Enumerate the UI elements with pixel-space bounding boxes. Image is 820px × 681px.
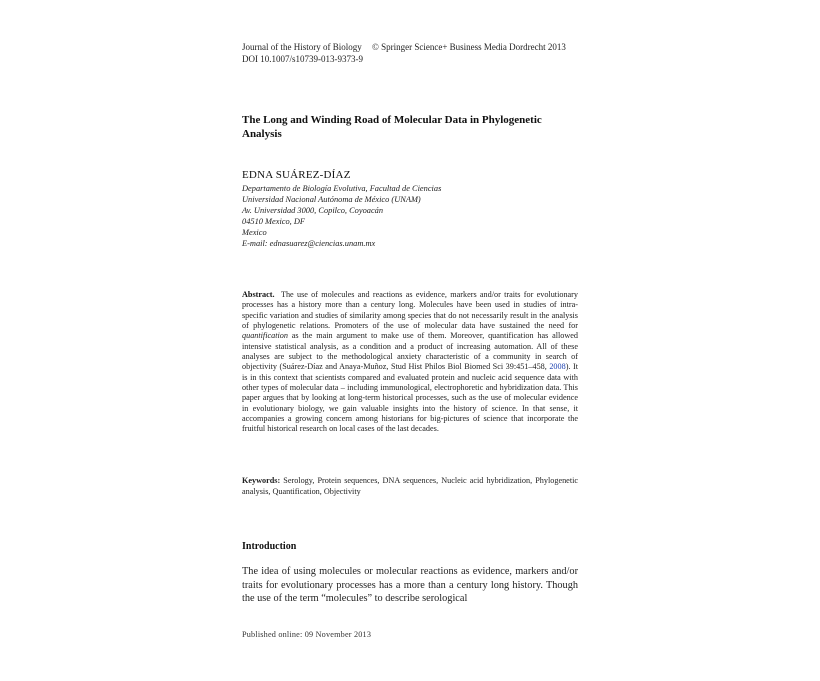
affiliation-line: Mexico [242, 228, 267, 237]
abstract-label: Abstract. [242, 290, 275, 299]
abstract-text: The use of molecules and reactions as evidence, markers and/or traits for evolutionary processes has a history more than a century long. Molecules have been used in studies of intra-specific variation and studies of similarity among species that do not necessarily result in the analysis of phylogenetic relations. Promoters of the use of molecular data have sustained the need for [242, 290, 578, 331]
abstract [242, 290, 578, 435]
author-name: EDNA SUÁREZ-DÍAZ [242, 169, 351, 181]
citation-year-link[interactable]: 2008 [549, 362, 566, 372]
intro-paragraph: The idea of using molecules or molecular reactions as evidence, markers and/or traits for evolutionary processes has a more than a century long history. Though the use of the term “molecules” to describe serological [242, 566, 578, 604]
affiliation-line: Departamento de Biología Evolutiva, Facultad de Ciencias [242, 184, 442, 193]
journal-header [242, 41, 566, 65]
affiliation-line: Av. Universidad 3000, Copilco, Coyoacán [242, 206, 384, 215]
abstract-text: ). It is in this context that scientists compared and evaluated protein and nucleic acid sequence data with other types of molecular data – including immunological, electrophoretic and hybridization data. This paper argues that by looking at long-term historical processes, such as the use of molecular evidence in evolutionary biology, we gain valuable insights into the history of science. In that sense, it accompanies a growing concern among historians for big-pictures of science that incorporate the fruitful historical research on local cases of the last decades. [242, 362, 578, 434]
keywords-text: Serology, Protein sequences, DNA sequences, Nucleic acid hybridization, Phylogenetic analysis, Quantification, Objectivity [242, 476, 578, 496]
doi[interactable]: DOI 10.1007/s10739-013-9373-9 [242, 54, 363, 64]
affiliation-line: 04510 Mexico, DF [242, 217, 306, 226]
abstract-emphasis: quantification [242, 331, 288, 341]
author-email[interactable]: E-mail: ednasuarez@ciencias.unam.mx [242, 239, 376, 248]
section-heading: Introduction [242, 541, 297, 552]
author-affiliation [242, 183, 441, 249]
keywords-label: Keywords: [242, 476, 281, 485]
affiliation-line: Universidad Nacional Autónoma de México (UNAM) [242, 195, 421, 204]
article-title: The Long and Winding Road of Molecular Data in Phylogenetic Analysis [242, 114, 542, 140]
copyright-notice: © Springer Science+ Business Media Dordrecht 2013 [372, 42, 566, 52]
journal-name: Journal of the History of Biology [242, 42, 362, 52]
publication-date-footer: Published online: 09 November 2013 [242, 630, 372, 639]
keywords [242, 476, 578, 497]
abstract-text: as the main argument to make use of them. Moreover, quantification has allowed intensive statistical analysis, as a condition and a product of increasing automation. All of these analyses are subject to the methodological anxiety characteristic of a community in search of objectivity (Suárez-Díaz and Anaya-Muñoz, Stud Hist Philos Biol Biomed Sci 39:451–458, [242, 331, 578, 372]
